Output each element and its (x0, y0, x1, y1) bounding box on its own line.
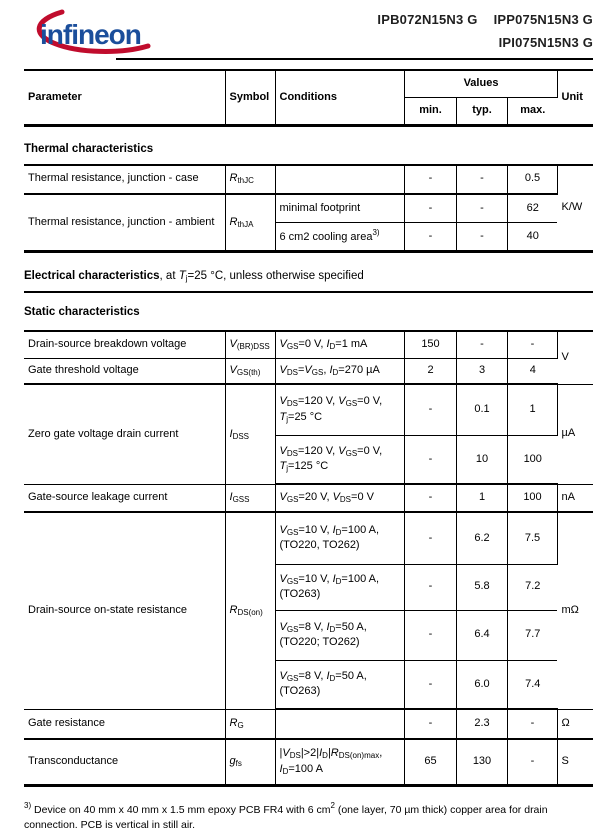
max-cell: 7.7 (507, 610, 557, 660)
max-cell: 1 (507, 384, 557, 435)
max-cell: 7.5 (507, 512, 557, 564)
text-segment: 3) (24, 801, 31, 810)
condition-cell (275, 165, 404, 194)
max-cell: 62 (507, 194, 557, 223)
part-number-1: IPB072N15N3 G (377, 12, 477, 27)
text-segment: V (304, 364, 311, 376)
text-segment: I (329, 364, 332, 376)
typ-cell: 130 (456, 739, 507, 785)
text-segment: GS (287, 674, 299, 683)
text-segment: V (280, 573, 287, 585)
text-segment: V (280, 670, 287, 682)
min-cell: - (404, 384, 456, 435)
min-cell: - (404, 610, 456, 660)
table-row (24, 484, 593, 512)
param-cell: Gate resistance (24, 709, 225, 739)
text-segment: D (283, 767, 289, 776)
text-segment: I (326, 338, 329, 350)
text-segment: 3) (372, 228, 379, 237)
text-segment: =120 V, (298, 445, 338, 457)
text-segment: =10 V, (298, 573, 332, 585)
text-segment: 2 (330, 801, 334, 810)
max-cell: 7.2 (507, 564, 557, 610)
text-segment: V (230, 364, 237, 376)
text-segment: I (319, 747, 322, 759)
typ-cell: 6.0 (456, 660, 507, 709)
text-segment: V (230, 338, 237, 350)
unit-cell: Ω (557, 709, 593, 739)
thermal-section-title: Thermal characteristics (24, 143, 593, 155)
part-numbers-line1 (377, 12, 593, 27)
text-segment: I (333, 524, 336, 536)
text-segment: =0 V, (357, 445, 382, 457)
text-segment: I (326, 621, 329, 633)
text-segment: , at (160, 270, 179, 282)
table-row (24, 358, 593, 384)
header-rule (116, 58, 593, 60)
param-cell: Transconductance (24, 739, 225, 785)
text-segment: DS (290, 751, 301, 760)
text-segment: GS (287, 625, 299, 634)
text-segment: =20 V, (298, 491, 332, 503)
text-segment: DS(on)max (339, 751, 379, 760)
text-segment: GS (287, 577, 299, 586)
col-min: min. (404, 97, 456, 125)
min-cell: - (404, 512, 456, 564)
unit-cell: S (557, 739, 593, 785)
symbol-cell (225, 709, 275, 739)
table-row (24, 384, 593, 435)
text-segment: DS(on) (237, 608, 262, 617)
column-header-table (24, 69, 593, 127)
text-segment: GS (312, 368, 324, 377)
part-number-3: IPI075N15N3 G (377, 35, 593, 50)
text-segment: =8 V, (298, 670, 326, 682)
text-segment: V (333, 491, 340, 503)
table-row (24, 512, 593, 564)
symbol-cell (225, 384, 275, 484)
max-cell: 7.4 (507, 660, 557, 709)
text-segment: GSS (233, 495, 250, 504)
text-segment: =1 mA (335, 338, 367, 350)
text-segment: =100 A, (TO263) (280, 573, 380, 600)
col-typ: typ. (456, 97, 507, 125)
min-cell: 2 (404, 358, 456, 384)
text-segment: j (286, 415, 288, 424)
max-cell: 4 (507, 358, 557, 384)
text-segment: =8 V, (298, 621, 326, 633)
text-segment: V (280, 364, 287, 376)
max-cell: - (507, 739, 557, 785)
typ-cell: 6.2 (456, 512, 507, 564)
min-cell: - (404, 223, 456, 252)
text-segment: R (230, 604, 238, 616)
text-segment: V (280, 445, 287, 457)
text-segment: GS (287, 342, 299, 351)
text-segment: =100 A (288, 763, 323, 775)
text-segment: D (330, 674, 336, 683)
text-segment: j (286, 464, 288, 473)
min-cell: 150 (404, 331, 456, 358)
condition-cell (275, 739, 404, 785)
text-segment: D (336, 528, 342, 537)
condition-cell (275, 358, 404, 384)
part-number-2: IPP075N15N3 G (494, 12, 593, 27)
thermal-table (24, 164, 593, 254)
text-segment: Electrical characteristics (24, 270, 160, 282)
text-segment: DS (287, 449, 298, 458)
text-segment: V (282, 747, 289, 759)
col-unit: Unit (557, 70, 593, 125)
typ-cell: 6.4 (456, 610, 507, 660)
max-cell: - (507, 709, 557, 739)
max-cell: 100 (507, 435, 557, 484)
text-segment: =120 V, (298, 395, 338, 407)
text-segment: =0 V, (298, 338, 326, 350)
text-segment: =25 °C, unless otherwise specified (188, 270, 364, 282)
text-segment: I (230, 428, 233, 440)
text-segment: GS (346, 399, 358, 408)
condition-cell (275, 223, 404, 252)
static-section-title: Static characteristics (24, 306, 593, 318)
symbol-cell (225, 165, 275, 194)
electrical-characteristics-note (24, 270, 593, 283)
typ-cell: - (456, 165, 507, 194)
min-cell: - (404, 660, 456, 709)
text-segment: Device on 40 mm x 40 mm x 1.5 mm epoxy PCB FR4 with 6 cm (31, 804, 330, 816)
text-segment: D (333, 368, 339, 377)
typ-cell: 2.3 (456, 709, 507, 739)
text-segment: (one layer, 70 µm thick) copper area for drain connection. PCB is vertical in still air. (24, 804, 548, 832)
text-segment: V (280, 338, 287, 350)
text-segment: GS(th) (237, 368, 261, 377)
max-cell: 40 (507, 223, 557, 252)
typ-cell: 0.1 (456, 384, 507, 435)
symbol-cell (225, 739, 275, 785)
text-segment: GS (287, 528, 299, 537)
condition-cell (275, 564, 404, 610)
text-segment: R (230, 717, 238, 729)
text-segment: | (280, 747, 283, 759)
part-numbers (377, 12, 593, 50)
text-segment: D (322, 751, 328, 760)
table-row (24, 709, 593, 739)
typ-cell: 10 (456, 435, 507, 484)
unit-cell: K/W (557, 165, 593, 252)
condition-cell (275, 484, 404, 512)
param-cell: Gate threshold voltage (24, 358, 225, 384)
text-segment: D (330, 625, 336, 634)
text-segment: | (328, 747, 331, 759)
typ-cell: 3 (456, 358, 507, 384)
max-cell: 100 (507, 484, 557, 512)
param-cell: Thermal resistance, junction - ambient (24, 194, 225, 252)
text-segment: =100 A, (TO220, TO262) (280, 524, 380, 551)
typ-cell: - (456, 331, 507, 358)
text-segment: minimal footprint (280, 202, 361, 214)
min-cell: - (404, 564, 456, 610)
static-table (24, 330, 593, 787)
text-segment: j (186, 274, 188, 283)
max-cell: - (507, 331, 557, 358)
unit-cell: mΩ (557, 512, 593, 709)
text-segment: =25 °C (288, 411, 322, 423)
text-segment: V (280, 524, 287, 536)
unit-cell: V (557, 331, 593, 384)
text-segment: =50 A, (TO220; TO262) (280, 621, 367, 648)
text-segment: DSS (233, 432, 249, 441)
text-segment: V (338, 395, 345, 407)
col-conditions: Conditions (275, 70, 404, 125)
page-header (24, 8, 593, 62)
text-segment: =125 °C (288, 460, 328, 472)
text-segment: V (280, 621, 287, 633)
text-segment: R (230, 216, 238, 228)
text-segment: R (331, 747, 339, 759)
section-rule (24, 291, 593, 293)
col-parameter: Parameter (24, 70, 225, 125)
text-segment: DS (287, 399, 298, 408)
unit-cell: nA (557, 484, 593, 512)
text-segment: =10 V, (298, 524, 332, 536)
text-segment: GS (346, 449, 358, 458)
text-segment: (BR)DSS (237, 342, 270, 351)
text-segment: I (280, 763, 283, 775)
text-segment: GS (287, 495, 299, 504)
text-segment: T (280, 460, 287, 472)
table-row (24, 194, 593, 223)
table-row (24, 331, 593, 358)
param-cell: Drain-source breakdown voltage (24, 331, 225, 358)
condition-cell (275, 610, 404, 660)
condition-cell (275, 660, 404, 709)
text-segment: , (379, 747, 382, 759)
param-cell: Zero gate voltage drain current (24, 384, 225, 484)
infineon-logo (18, 8, 154, 58)
text-segment: I (326, 670, 329, 682)
text-segment: T (280, 411, 287, 423)
text-segment: I (333, 573, 336, 585)
param-cell: Drain-source on-state resistance (24, 512, 225, 709)
param-cell: Gate-source leakage current (24, 484, 225, 512)
text-segment: DS (287, 368, 298, 377)
text-segment: g (230, 755, 236, 767)
logo-wordmark: infineon (40, 19, 141, 50)
symbol-cell (225, 512, 275, 709)
text-segment: T (179, 270, 186, 282)
symbol-cell (225, 358, 275, 384)
text-segment: I (230, 491, 233, 503)
text-segment: D (336, 577, 342, 586)
col-values: Values (404, 70, 557, 97)
symbol-cell (225, 331, 275, 358)
min-cell: - (404, 709, 456, 739)
text-segment: , (323, 364, 329, 376)
text-segment: = (298, 364, 304, 376)
typ-cell: - (456, 194, 507, 223)
footnote-3 (24, 800, 593, 834)
text-segment: D (330, 342, 336, 351)
table-row (24, 739, 593, 785)
min-cell: - (404, 194, 456, 223)
param-cell: Thermal resistance, junction - case (24, 165, 225, 194)
condition-cell (275, 435, 404, 484)
text-segment: DS (340, 495, 351, 504)
text-segment: G (237, 721, 243, 730)
text-segment: V (280, 395, 287, 407)
condition-cell (275, 512, 404, 564)
min-cell: - (404, 435, 456, 484)
col-symbol: Symbol (225, 70, 275, 125)
table-row (24, 165, 593, 194)
text-segment: 6 cm2 cooling area (280, 231, 373, 243)
text-segment: =0 V (351, 491, 374, 503)
text-segment: V (338, 445, 345, 457)
condition-cell (275, 331, 404, 358)
text-segment: |>2| (301, 747, 319, 759)
col-max: max. (507, 97, 557, 125)
max-cell: 0.5 (507, 165, 557, 194)
text-segment: =270 µA (338, 364, 380, 376)
condition-cell (275, 194, 404, 223)
unit-cell: µA (557, 384, 593, 484)
text-segment: fs (236, 759, 242, 768)
typ-cell: 5.8 (456, 564, 507, 610)
symbol-cell (225, 194, 275, 252)
text-segment: V (280, 491, 287, 503)
condition-cell (275, 709, 404, 739)
symbol-cell (225, 484, 275, 512)
min-cell: - (404, 165, 456, 194)
header-row-1 (24, 70, 593, 97)
text-segment: thJA (237, 220, 253, 229)
condition-cell (275, 384, 404, 435)
text-segment: R (230, 172, 238, 184)
min-cell: - (404, 484, 456, 512)
min-cell: 65 (404, 739, 456, 785)
typ-cell: 1 (456, 484, 507, 512)
typ-cell: - (456, 223, 507, 252)
text-segment: =50 A, (TO263) (280, 670, 367, 697)
text-segment: thJC (237, 176, 253, 185)
text-segment: =0 V, (357, 395, 382, 407)
